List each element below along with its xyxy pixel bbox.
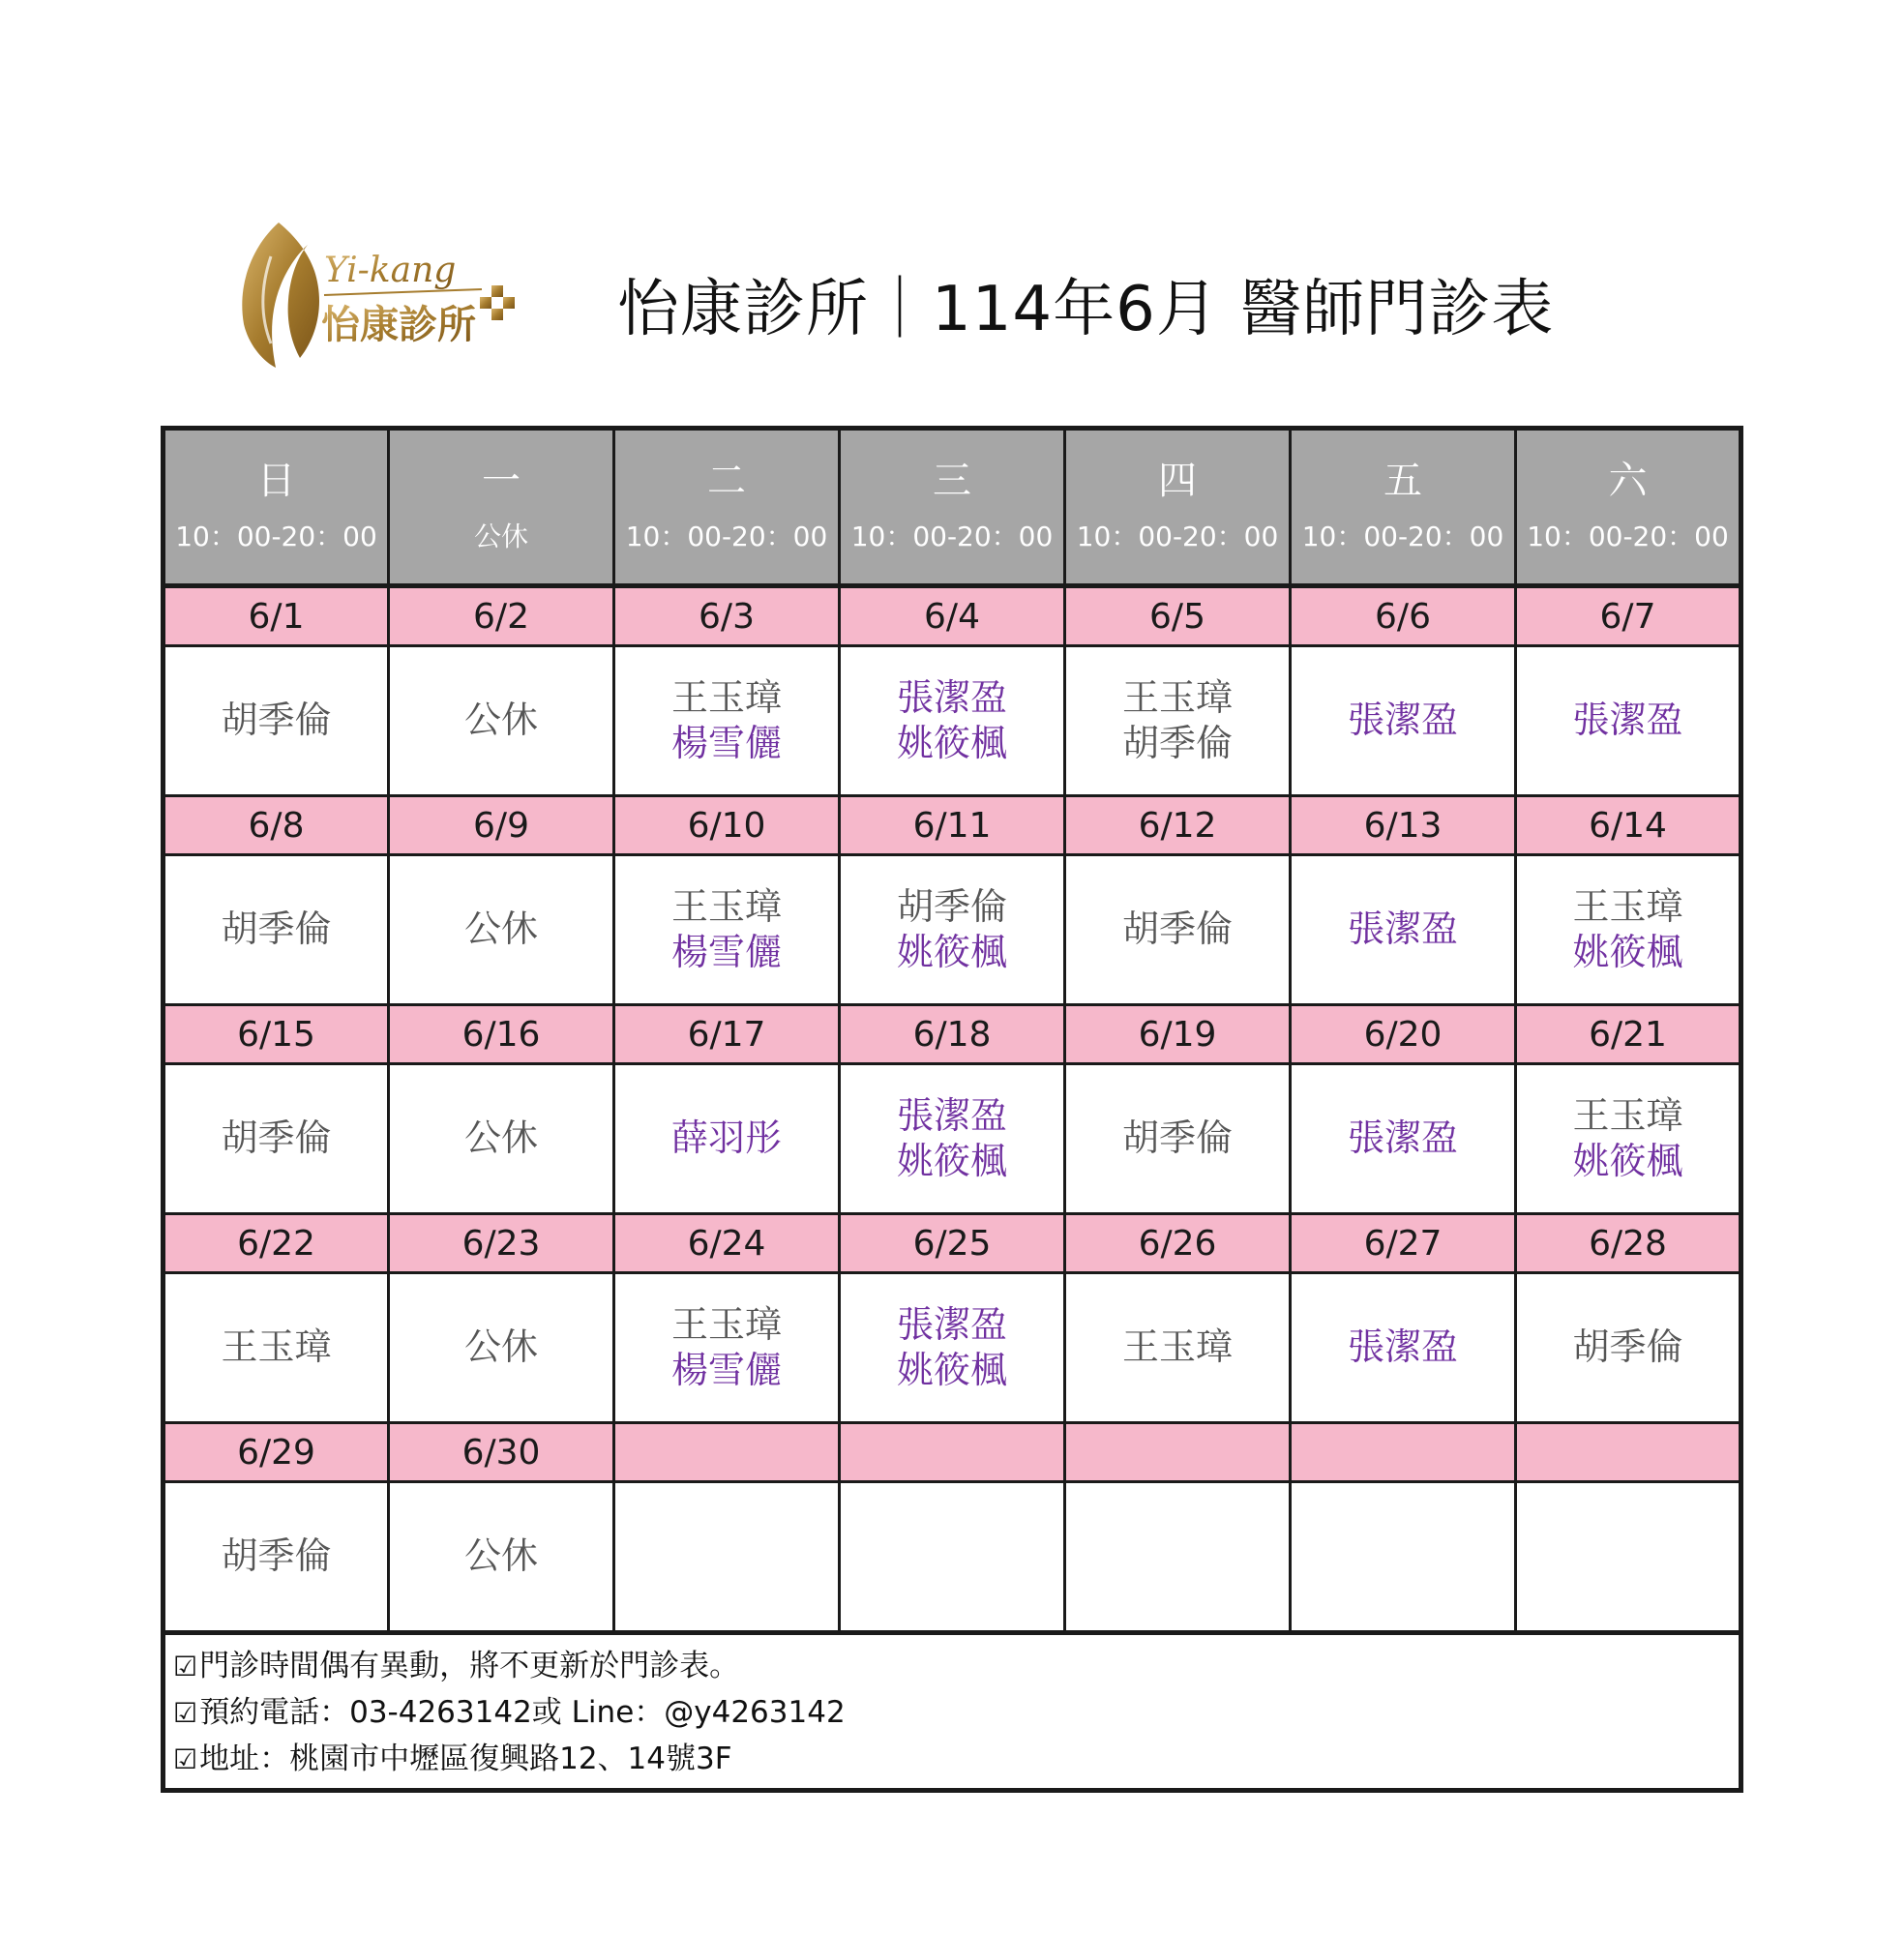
doctor-row <box>164 1273 1741 1423</box>
doctor-cell <box>840 1273 1065 1423</box>
date-cell: 6/28 <box>1516 1214 1741 1273</box>
weekday-label: 三 <box>933 459 971 503</box>
notes-cell <box>164 1633 1741 1791</box>
doctor-name: 張潔盈 <box>896 675 1007 719</box>
doctor-name: 胡季倫 <box>1121 908 1233 951</box>
doctor-name: 公休 <box>463 699 538 742</box>
logo-graphic <box>232 218 542 372</box>
checkbox-checked-icon: ☑ <box>173 1697 198 1730</box>
doctor-name: 張潔盈 <box>1347 699 1458 742</box>
doctor-name: 姚筱楓 <box>1572 1140 1683 1182</box>
doctor-cell <box>389 1064 614 1214</box>
doctor-name: 姚筱楓 <box>896 931 1007 973</box>
doctor-name: 王玉璋 <box>670 675 782 719</box>
weekday-header-cell <box>1065 429 1291 586</box>
doctor-name: 胡季倫 <box>221 699 332 742</box>
note-line <box>173 1736 1731 1782</box>
doctor-cell <box>1291 646 1516 796</box>
logo-script-text: Yi-kang <box>324 251 457 290</box>
doctor-name: 王玉璋 <box>1121 1325 1233 1369</box>
date-cell: 6/17 <box>614 1005 840 1064</box>
clinic-hours: 10：00-20：00 <box>1076 521 1279 552</box>
doctor-name: 公休 <box>463 1325 538 1369</box>
weekday-label: 一 <box>482 459 521 503</box>
weekday-header-cell <box>164 429 389 586</box>
checkbox-checked-icon: ☑ <box>173 1651 198 1682</box>
doctor-row <box>164 1064 1741 1214</box>
doctor-name: 姚筱楓 <box>896 1140 1007 1182</box>
doctor-cell <box>1291 1064 1516 1214</box>
doctor-name: 王玉璋 <box>670 884 782 928</box>
schedule-table <box>161 426 1743 1793</box>
doctor-name: 張潔盈 <box>1572 699 1683 742</box>
date-cell: 6/29 <box>164 1423 389 1482</box>
doctor-row <box>164 1482 1741 1633</box>
note-text: 預約電話：03-4263142或 Line：@y4263142 <box>199 1695 846 1731</box>
clinic-hours: 公休 <box>473 521 528 552</box>
doctor-cell <box>164 646 389 796</box>
weekday-header-cell <box>1291 429 1516 586</box>
doctor-cell <box>1291 1273 1516 1423</box>
doctor-cell <box>164 1482 389 1633</box>
date-cell: 6/27 <box>1291 1214 1516 1273</box>
date-cell: 6/25 <box>840 1214 1065 1273</box>
logo-name-text: 怡康診所 <box>321 303 476 347</box>
doctor-name: 公休 <box>463 1534 538 1578</box>
doctor-name: 楊雪儷 <box>670 722 782 764</box>
date-cell: 6/23 <box>389 1214 614 1273</box>
weekday-header-cell <box>840 429 1065 586</box>
date-cell: 6/19 <box>1065 1005 1291 1064</box>
date-cell <box>1291 1423 1516 1482</box>
date-row <box>164 1423 1741 1482</box>
doctor-cell <box>164 1273 389 1423</box>
weekday-header-cell <box>614 429 840 586</box>
date-cell: 6/3 <box>614 586 840 646</box>
doctor-cell <box>1516 855 1741 1005</box>
note-text: 門診時間偶有異動，將不更新於門診表。 <box>199 1649 740 1683</box>
date-cell: 6/8 <box>164 796 389 855</box>
date-cell: 6/2 <box>389 586 614 646</box>
doctor-name: 張潔盈 <box>1347 1325 1458 1369</box>
weekday-label: 六 <box>1608 459 1648 503</box>
date-cell: 6/24 <box>614 1214 840 1273</box>
doctor-name: 胡季倫 <box>1121 1116 1233 1160</box>
doctor-cell <box>614 855 840 1005</box>
date-cell: 6/18 <box>840 1005 1065 1064</box>
clinic-hours: 10：00-20：00 <box>850 521 1054 552</box>
note-line <box>173 1643 1731 1689</box>
doctor-name: 楊雪儷 <box>670 1349 782 1391</box>
clinic-hours: 10：00-20：00 <box>1527 521 1729 552</box>
doctor-name: 張潔盈 <box>1347 908 1458 951</box>
doctor-cell <box>840 855 1065 1005</box>
note-line <box>173 1689 1731 1736</box>
doctor-cell <box>389 855 614 1005</box>
doctor-name: 王玉璋 <box>221 1325 332 1369</box>
doctor-cell <box>164 855 389 1005</box>
date-cell: 6/16 <box>389 1005 614 1064</box>
date-cell: 6/15 <box>164 1005 389 1064</box>
doctor-cell <box>164 1064 389 1214</box>
date-row <box>164 796 1741 855</box>
doctor-cell <box>1291 855 1516 1005</box>
clinic-hours: 10：00-20：00 <box>175 521 377 552</box>
checkbox-checked-icon: ☑ <box>173 1743 198 1776</box>
weekday-header-cell <box>389 429 614 586</box>
date-cell: 6/22 <box>164 1214 389 1273</box>
doctor-cell <box>614 1273 840 1423</box>
date-cell: 6/10 <box>614 796 840 855</box>
date-cell: 6/12 <box>1065 796 1291 855</box>
doctor-name: 胡季倫 <box>1121 722 1233 764</box>
date-cell <box>1065 1423 1291 1482</box>
date-cell: 6/7 <box>1516 586 1741 646</box>
weekday-header-cell <box>1516 429 1741 586</box>
doctor-name: 薛羽彤 <box>670 1116 782 1160</box>
date-cell: 6/1 <box>164 586 389 646</box>
date-cell: 6/4 <box>840 586 1065 646</box>
doctor-name: 公休 <box>463 908 538 951</box>
doctor-cell <box>389 1273 614 1423</box>
doctor-row <box>164 646 1741 796</box>
leaf-emblem <box>242 223 319 368</box>
weekday-header-row <box>164 429 1741 586</box>
date-cell: 6/20 <box>1291 1005 1516 1064</box>
doctor-name: 胡季倫 <box>896 884 1007 928</box>
doctor-cell <box>1516 1064 1741 1214</box>
weekday-label: 二 <box>707 459 746 503</box>
doctor-name: 公休 <box>463 1116 538 1160</box>
doctor-cell <box>840 1482 1065 1633</box>
date-cell: 6/21 <box>1516 1005 1741 1064</box>
date-cell: 6/13 <box>1291 796 1516 855</box>
weekday-label: 五 <box>1383 459 1422 503</box>
weekday-label: 日 <box>256 459 296 503</box>
doctor-name: 張潔盈 <box>896 1093 1007 1137</box>
doctor-cell <box>1516 1273 1741 1423</box>
doctor-name: 王玉璋 <box>1572 1093 1683 1137</box>
date-cell <box>1516 1423 1741 1482</box>
doctor-cell <box>1516 646 1741 796</box>
clinic-logo <box>232 218 542 372</box>
date-row <box>164 1214 1741 1273</box>
doctor-name: 張潔盈 <box>1347 1116 1458 1160</box>
doctor-cell <box>840 1064 1065 1214</box>
doctor-cell <box>1065 646 1291 796</box>
doctor-name: 胡季倫 <box>221 1116 332 1160</box>
date-cell: 6/6 <box>1291 586 1516 646</box>
doctor-cell <box>614 1064 840 1214</box>
doctor-cell <box>389 1482 614 1633</box>
cross-icon <box>480 285 515 320</box>
note-text: 地址：桃園市中壢區復興路12、14號3F <box>199 1742 732 1777</box>
doctor-row <box>164 855 1741 1005</box>
date-cell <box>840 1423 1065 1482</box>
date-cell: 6/26 <box>1065 1214 1291 1273</box>
date-cell <box>614 1423 840 1482</box>
date-row <box>164 1005 1741 1064</box>
date-row <box>164 586 1741 646</box>
doctor-cell <box>840 646 1065 796</box>
doctor-cell <box>1065 855 1291 1005</box>
doctor-name: 胡季倫 <box>1572 1325 1683 1369</box>
doctor-cell <box>1516 1482 1741 1633</box>
doctor-name: 張潔盈 <box>896 1302 1007 1346</box>
doctor-cell <box>1065 1273 1291 1423</box>
doctor-cell <box>1065 1064 1291 1214</box>
doctor-name: 王玉璋 <box>1572 884 1683 928</box>
doctor-cell <box>1291 1482 1516 1633</box>
doctor-name: 王玉璋 <box>670 1302 782 1346</box>
weekday-label: 四 <box>1158 459 1197 503</box>
doctor-name: 姚筱楓 <box>896 722 1007 764</box>
doctor-name: 姚筱楓 <box>1572 931 1683 973</box>
doctor-name: 胡季倫 <box>221 908 332 951</box>
doctor-name: 姚筱楓 <box>896 1349 1007 1391</box>
date-cell: 6/14 <box>1516 796 1741 855</box>
doctor-cell <box>1065 1482 1291 1633</box>
page-title: 怡康診所｜114年6月 醫師門診表 <box>617 274 1555 345</box>
doctor-name: 王玉璋 <box>1121 675 1233 719</box>
date-cell: 6/11 <box>840 796 1065 855</box>
date-cell: 6/30 <box>389 1423 614 1482</box>
clinic-hours: 10：00-20：00 <box>625 521 828 552</box>
doctor-name: 楊雪儷 <box>670 931 782 973</box>
clinic-hours: 10：00-20：00 <box>1301 521 1504 552</box>
doctor-cell <box>614 1482 840 1633</box>
doctor-name: 胡季倫 <box>221 1534 332 1578</box>
doctor-cell <box>389 646 614 796</box>
doctor-cell <box>614 646 840 796</box>
date-cell: 6/5 <box>1065 586 1291 646</box>
date-cell: 6/9 <box>389 796 614 855</box>
notes-row <box>164 1633 1741 1791</box>
